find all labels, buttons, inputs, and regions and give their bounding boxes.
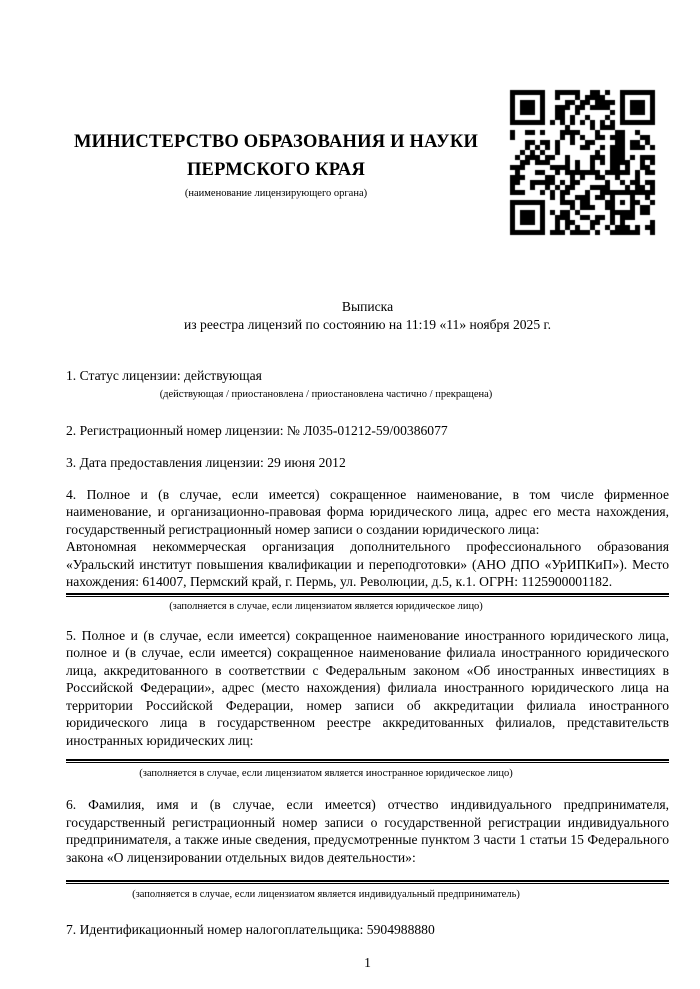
- item-4-legal-entity-value: Автономная некоммерческая организация дополнительного профессионального образования «Уральский институт повышения квалификации и переподготовки» (АНО ДПО «УрИПКиП»). Место нахождения: 614007, Пермский край, г. Пермь, ул. Революции, д.5, к.1. ОГРН: 1125900001182.: [66, 539, 669, 589]
- item-6-note: (заполняется в случае, если лицензиатом является индивидуальный предприниматель): [132, 889, 520, 900]
- document-body: [66, 298, 669, 971]
- blank-field-rule-6: [66, 880, 669, 884]
- item-6-entrepreneur-heading: 6. Фамилия, имя и (в случае, если имеется) отчество индивидуального предпринимателя, государственный регистрационный номер записи о государственной регистрации индивидуального предпринимателя, а также иные сведения, предусмотренные пунктом 3 части 1 статьи 15 Федерального закона «О лицензировании отдельных видов деятельности»:: [66, 797, 669, 865]
- item-3-license-date: 3. Дата предоставления лицензии: 29 июня 2012: [66, 455, 346, 470]
- authority-name-line2: ПЕРМСКОГО КРАЯ: [186, 160, 366, 180]
- item-4-legal-entity-heading: 4. Полное и (в случае, если имеется) сокращенное наименование, в том числе фирменное наименование, и организационно-правовая форма юридического лица, адрес его места нахождения, государственный регистрационный номер записи о создании юридического лица:: [66, 486, 669, 537]
- authority-name-line1: МИНИСТЕРСТВО ОБРАЗОВАНИЯ И НАУКИ: [73, 132, 479, 152]
- item-7-taxpayer-number: 7. Идентификационный номер налогоплательщика: 5904988880: [66, 922, 435, 937]
- authority-caption: (наименование лицензирующего органа): [184, 188, 368, 199]
- item-1-note: (действующая / приостановлена / приостановлена частично / прекращена): [159, 388, 493, 400]
- licensing-authority-header: [66, 128, 486, 200]
- item-2-registration-number: 2. Регистрационный номер лицензии: № Л035-01212-59/00386077: [66, 422, 448, 438]
- blank-field-rule-5: [66, 759, 669, 763]
- item-4-note: (заполняется в случае, если лицензиатом является юридическое лицо): [169, 600, 483, 612]
- document-title-line1: Выписка: [341, 299, 394, 314]
- document-title: [66, 298, 669, 333]
- qr-code: [506, 86, 660, 240]
- item-1-license-status: 1. Статус лицензии: действующая: [66, 368, 262, 383]
- document-title-line2: из реестра лицензий по состоянию на 11:19 «11» ноября 2025 г.: [183, 316, 551, 332]
- blank-field-rule-4: [66, 593, 669, 597]
- item-5-foreign-entity-heading: 5. Полное и (в случае, если имеется) сокращенное наименование иностранного юридического лица, полное и (в случае, если имеется) сокращенное наименование филиала иностранного юридического лица, аккредитованного в соответствии с Федеральным законом «Об иностранных инвестициях в Российской Федерации», адрес (место нахождения) филиала иностранного юридического лица на территории Российской Федерации, номер записи об аккредитации филиала иностранного юридического лица в государственном реестре аккредитованных филиалов, представительств иностранных юридических лиц:: [66, 627, 669, 748]
- item-5-note: (заполняется в случае, если лицензиатом является иностранное юридическое лицо): [139, 768, 513, 779]
- page-number: 1: [364, 954, 371, 970]
